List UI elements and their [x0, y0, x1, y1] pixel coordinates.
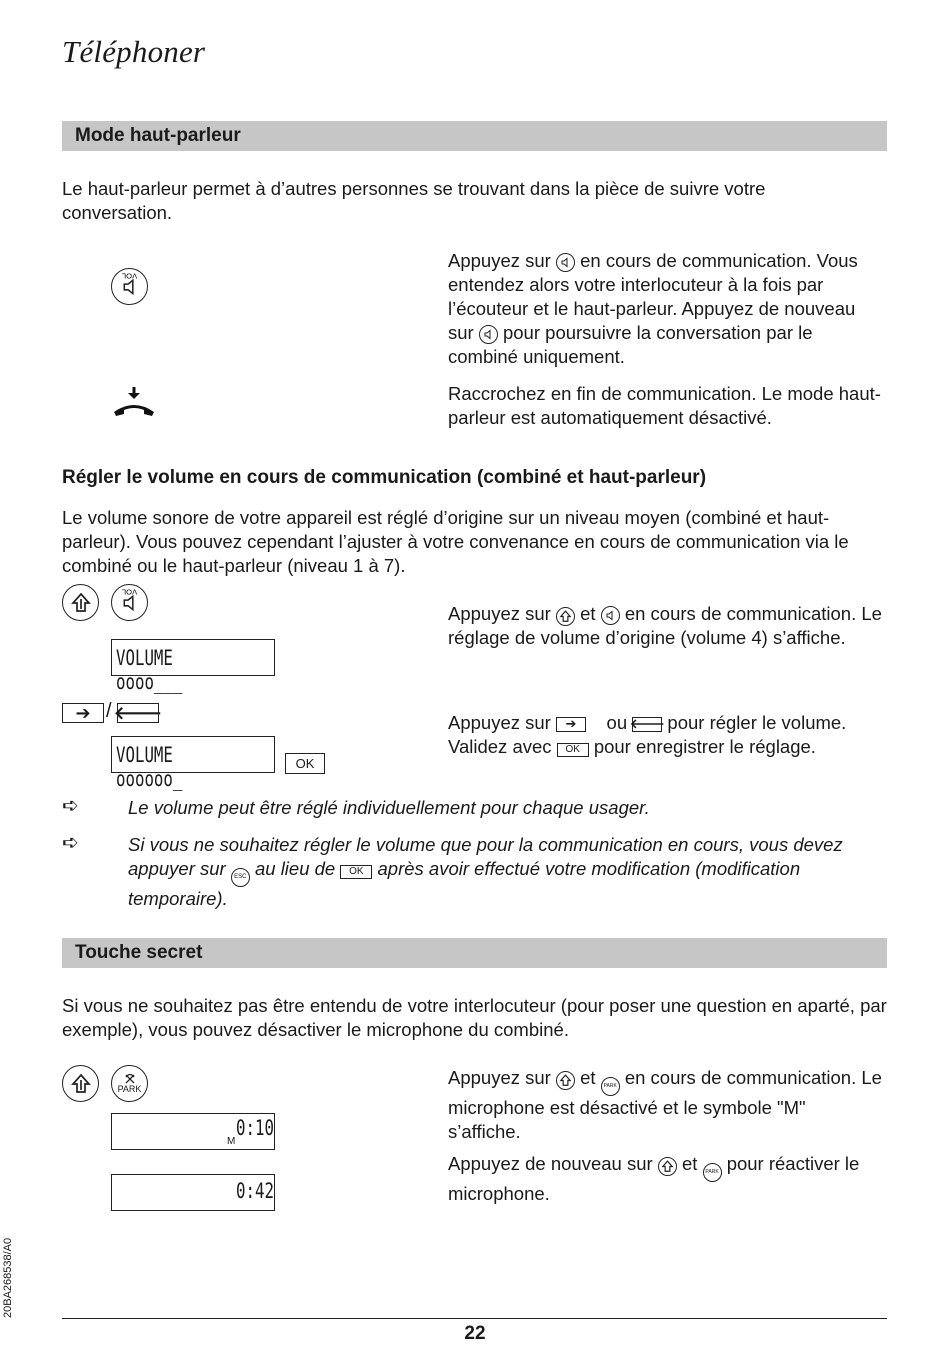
svg-text:VOL: VOL — [121, 587, 138, 597]
speaker-vol-icon — [601, 606, 620, 625]
lcd-display-volume-adjusted — [111, 736, 275, 791]
svg-text:VOL: VOL — [121, 271, 138, 281]
instruction-text: et — [580, 1067, 596, 1088]
park-mute-key-icon — [111, 1065, 148, 1102]
shift-key-icon — [556, 1071, 575, 1090]
speaker-vol-icon — [111, 584, 148, 621]
pointing-hand-icon: ➪ — [62, 832, 79, 854]
park-mute-key-icon: PARK — [601, 1077, 620, 1096]
lcd-display-mute-off — [111, 1174, 275, 1211]
instruction-text: Appuyez sur — [448, 1067, 551, 1088]
hang-up-icon — [111, 386, 157, 418]
page-number: 22 — [464, 1323, 486, 1344]
shift-key-icon — [658, 1157, 677, 1176]
section-heading: Touche secret — [75, 942, 203, 963]
shift-key-icon — [556, 607, 575, 626]
instruction-hang-up: Raccrochez en fin de communication. Le mode haut-parleur est automatiquement désactivé. — [448, 383, 881, 428]
del-esc-key-icon: ESC — [231, 868, 250, 887]
instruction-text: Validez avec — [448, 736, 552, 757]
instruction-text: Appuyez de nouveau sur — [448, 1153, 653, 1174]
shift-key-icon — [62, 584, 99, 621]
lcd-call-timer: 0:42 — [236, 1179, 274, 1203]
arrow-left-key-icon: 🡐 — [113, 702, 163, 723]
instruction-volume-adjust — [448, 711, 883, 759]
speaker-vol-icon — [556, 253, 575, 272]
instruction-mute-off — [448, 1152, 883, 1206]
lcd-text: VOLUME oooo___ — [116, 646, 183, 694]
instruction-text: Appuyez sur — [448, 250, 551, 271]
note-temporary-volume — [128, 833, 878, 911]
instruction-text: pour régler le volume. — [667, 712, 847, 733]
lcd-display-volume-default — [111, 639, 275, 694]
note-text: Si vous ne souhaitez régler le volume que pour la communication en cours, vous devez appuyer sur — [128, 834, 843, 879]
section-intro: Si vous ne souhaitez pas être entendu de votre interlocuteur (pour poser une question en aparté, par exemple), vous pouvez désactiver le microphone du combiné. — [62, 995, 887, 1040]
lcd-mute-flag: M — [227, 1136, 236, 1147]
ok-key-icon: OK — [340, 865, 372, 879]
note-text: après avoir effectué votre modification (modification temporaire). — [128, 858, 801, 909]
ok-key-icon: OK — [285, 753, 325, 774]
page-title: Téléphoner — [62, 34, 206, 69]
instruction-speaker-on — [448, 249, 883, 369]
instruction-text: en cours de communication. Vous entendez alors votre interlocuteur à la fois par l’écouteur et le haut-parleur. Appuyez de nouveau sur — [448, 250, 858, 343]
shift-key-icon — [62, 1065, 99, 1102]
note-text: au lieu de — [254, 858, 336, 879]
instruction-text: Appuyez sur — [448, 603, 551, 624]
instruction-text: en cours de communication. Le microphone est désactivé et le symbole "M" s’affiche. — [448, 1067, 882, 1142]
arrow-left-key-icon: 🡐 — [629, 716, 665, 731]
instruction-text: pour enregistrer le réglage. — [593, 736, 816, 757]
pointing-hand-icon: ➪ — [62, 795, 79, 817]
arrow-separator: / — [106, 700, 112, 722]
lcd-display-mute-on — [111, 1113, 275, 1150]
instruction-text: ou — [606, 712, 628, 733]
speaker-vol-icon — [479, 325, 498, 344]
instruction-text: pour poursuivre la conversation par le combiné uniquement. — [448, 322, 813, 367]
lcd-text: VOLUME oooooo_ — [116, 743, 183, 791]
park-label: PARK — [117, 1084, 142, 1094]
instruction-text: pour réactiver le microphone. — [448, 1153, 860, 1204]
document-code: 20BA268538/A0 — [2, 1237, 14, 1318]
note-individual-volume: Le volume peut être réglé individuellement pour chaque usager. — [128, 797, 650, 818]
park-mute-key-icon: PARK — [703, 1163, 722, 1182]
section-intro: Le volume sonore de votre appareil est réglé d’origine sur un niveau moyen (combiné et haut-parleur). Vous pouvez cependant l’ajuster à votre convenance en cours de communication via le combiné ou le haut-parleur (niveau 1 à 7). — [62, 507, 849, 576]
subsection-heading: Régler le volume en cours de communication (combiné et haut-parleur) — [62, 467, 707, 488]
section-header-mute — [62, 938, 887, 968]
instruction-text: et — [580, 603, 596, 624]
ok-key-icon: OK — [557, 743, 589, 757]
footer-divider — [62, 1318, 887, 1319]
speaker-vol-icon — [111, 268, 148, 305]
instruction-mute-on — [448, 1066, 883, 1144]
instruction-text: Appuyez sur — [448, 712, 551, 733]
section-header-speaker-mode — [62, 121, 887, 151]
instruction-text: et — [681, 1153, 698, 1174]
section-heading: Mode haut-parleur — [75, 125, 241, 146]
arrow-right-key-icon: ➔ — [62, 703, 104, 723]
instruction-volume-open — [448, 602, 883, 650]
arrow-right-key-icon: ➔ — [556, 717, 586, 732]
lcd-call-timer: 0:10 — [236, 1116, 274, 1140]
section-intro: Le haut-parleur permet à d’autres personnes se trouvant dans la pièce de suivre votre conversation. — [62, 178, 766, 223]
instruction-text: en cours de communication. Le réglage de volume d’origine (volume 4) s’affiche. — [448, 603, 882, 648]
